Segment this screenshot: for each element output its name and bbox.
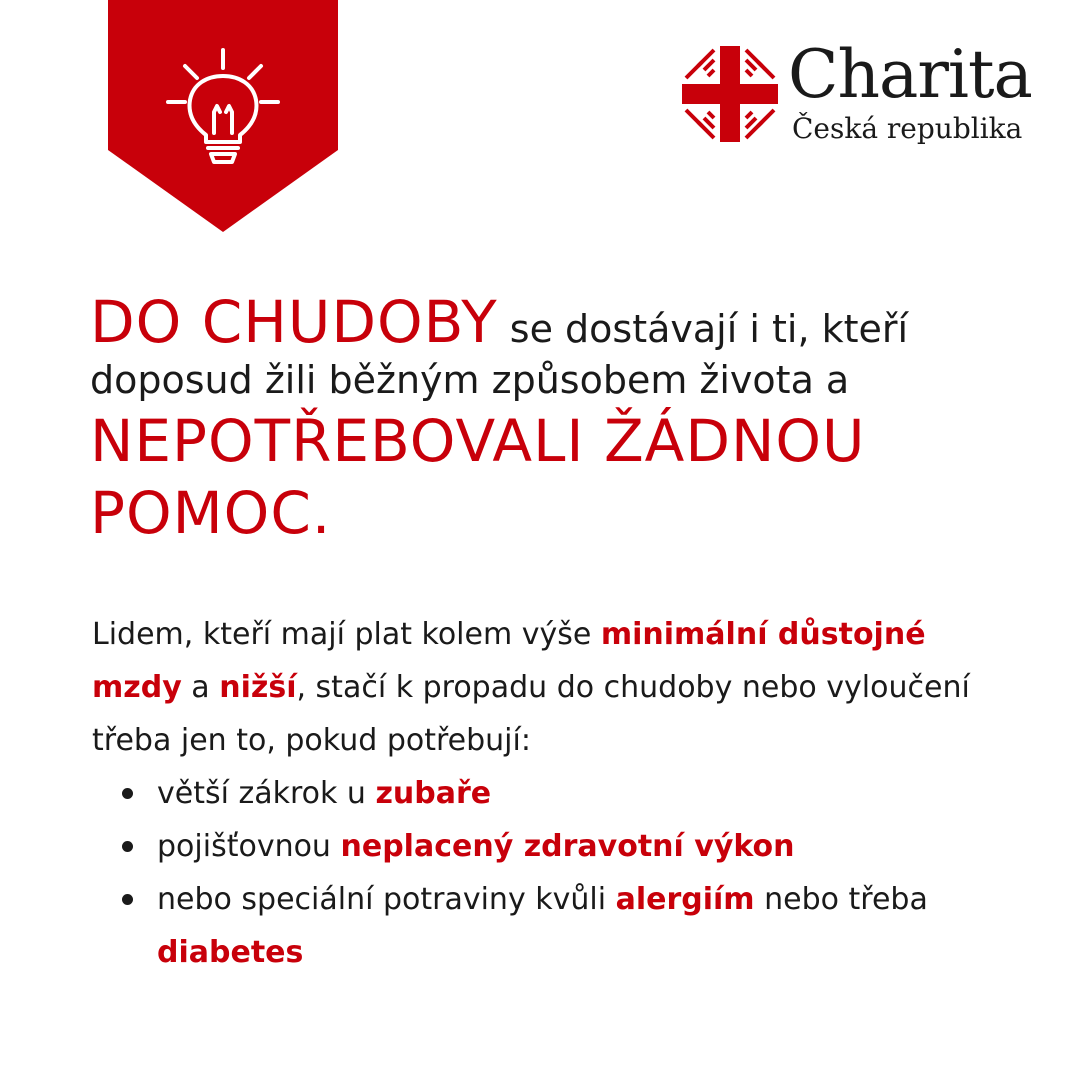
logo-title: Charita: [788, 36, 1032, 113]
headline-line-2: doposud žili běžným způsobem života a: [90, 358, 850, 402]
idea-badge: [108, 0, 338, 232]
body-text-1: Lidem, kteří mají plat kolem výše: [92, 617, 601, 652]
body-paragraph: [92, 608, 1022, 767]
headline: [90, 288, 1050, 548]
caritas-cross-icon: [680, 44, 780, 144]
charita-logo: [680, 36, 1040, 154]
logo-subtitle: Česká republika: [792, 112, 1023, 145]
headline-line-1: [90, 288, 1050, 356]
list-item: větší zákrok u zubaře: [92, 767, 1022, 820]
headline-text-1: se dostávají i ti, kteří: [497, 307, 909, 351]
body-highlight-2: nižší: [219, 670, 297, 705]
body-text: [92, 608, 1022, 979]
body-text-2: a: [181, 670, 220, 705]
list-item: nebo speciální potraviny kvůli alergiím nebo třeba diabetes: [92, 873, 1022, 979]
headline-emphasis-2: NEPOTŘEBOVALI ŽÁDNOU: [90, 407, 866, 475]
body-highlight-1: minimální důstojné mzdy: [92, 617, 926, 705]
body-text-3: , stačí k propadu do chudoby nebo vyloučení třeba jen to, pokud potřebují:: [92, 670, 970, 758]
bullet-list: [92, 767, 1022, 979]
headline-emphasis-1: DO CHUDOBY: [90, 288, 498, 356]
list-item: pojišťovnou neplacený zdravotní výkon: [92, 820, 1022, 873]
headline-emphasis-3: POMOC.: [90, 479, 332, 547]
